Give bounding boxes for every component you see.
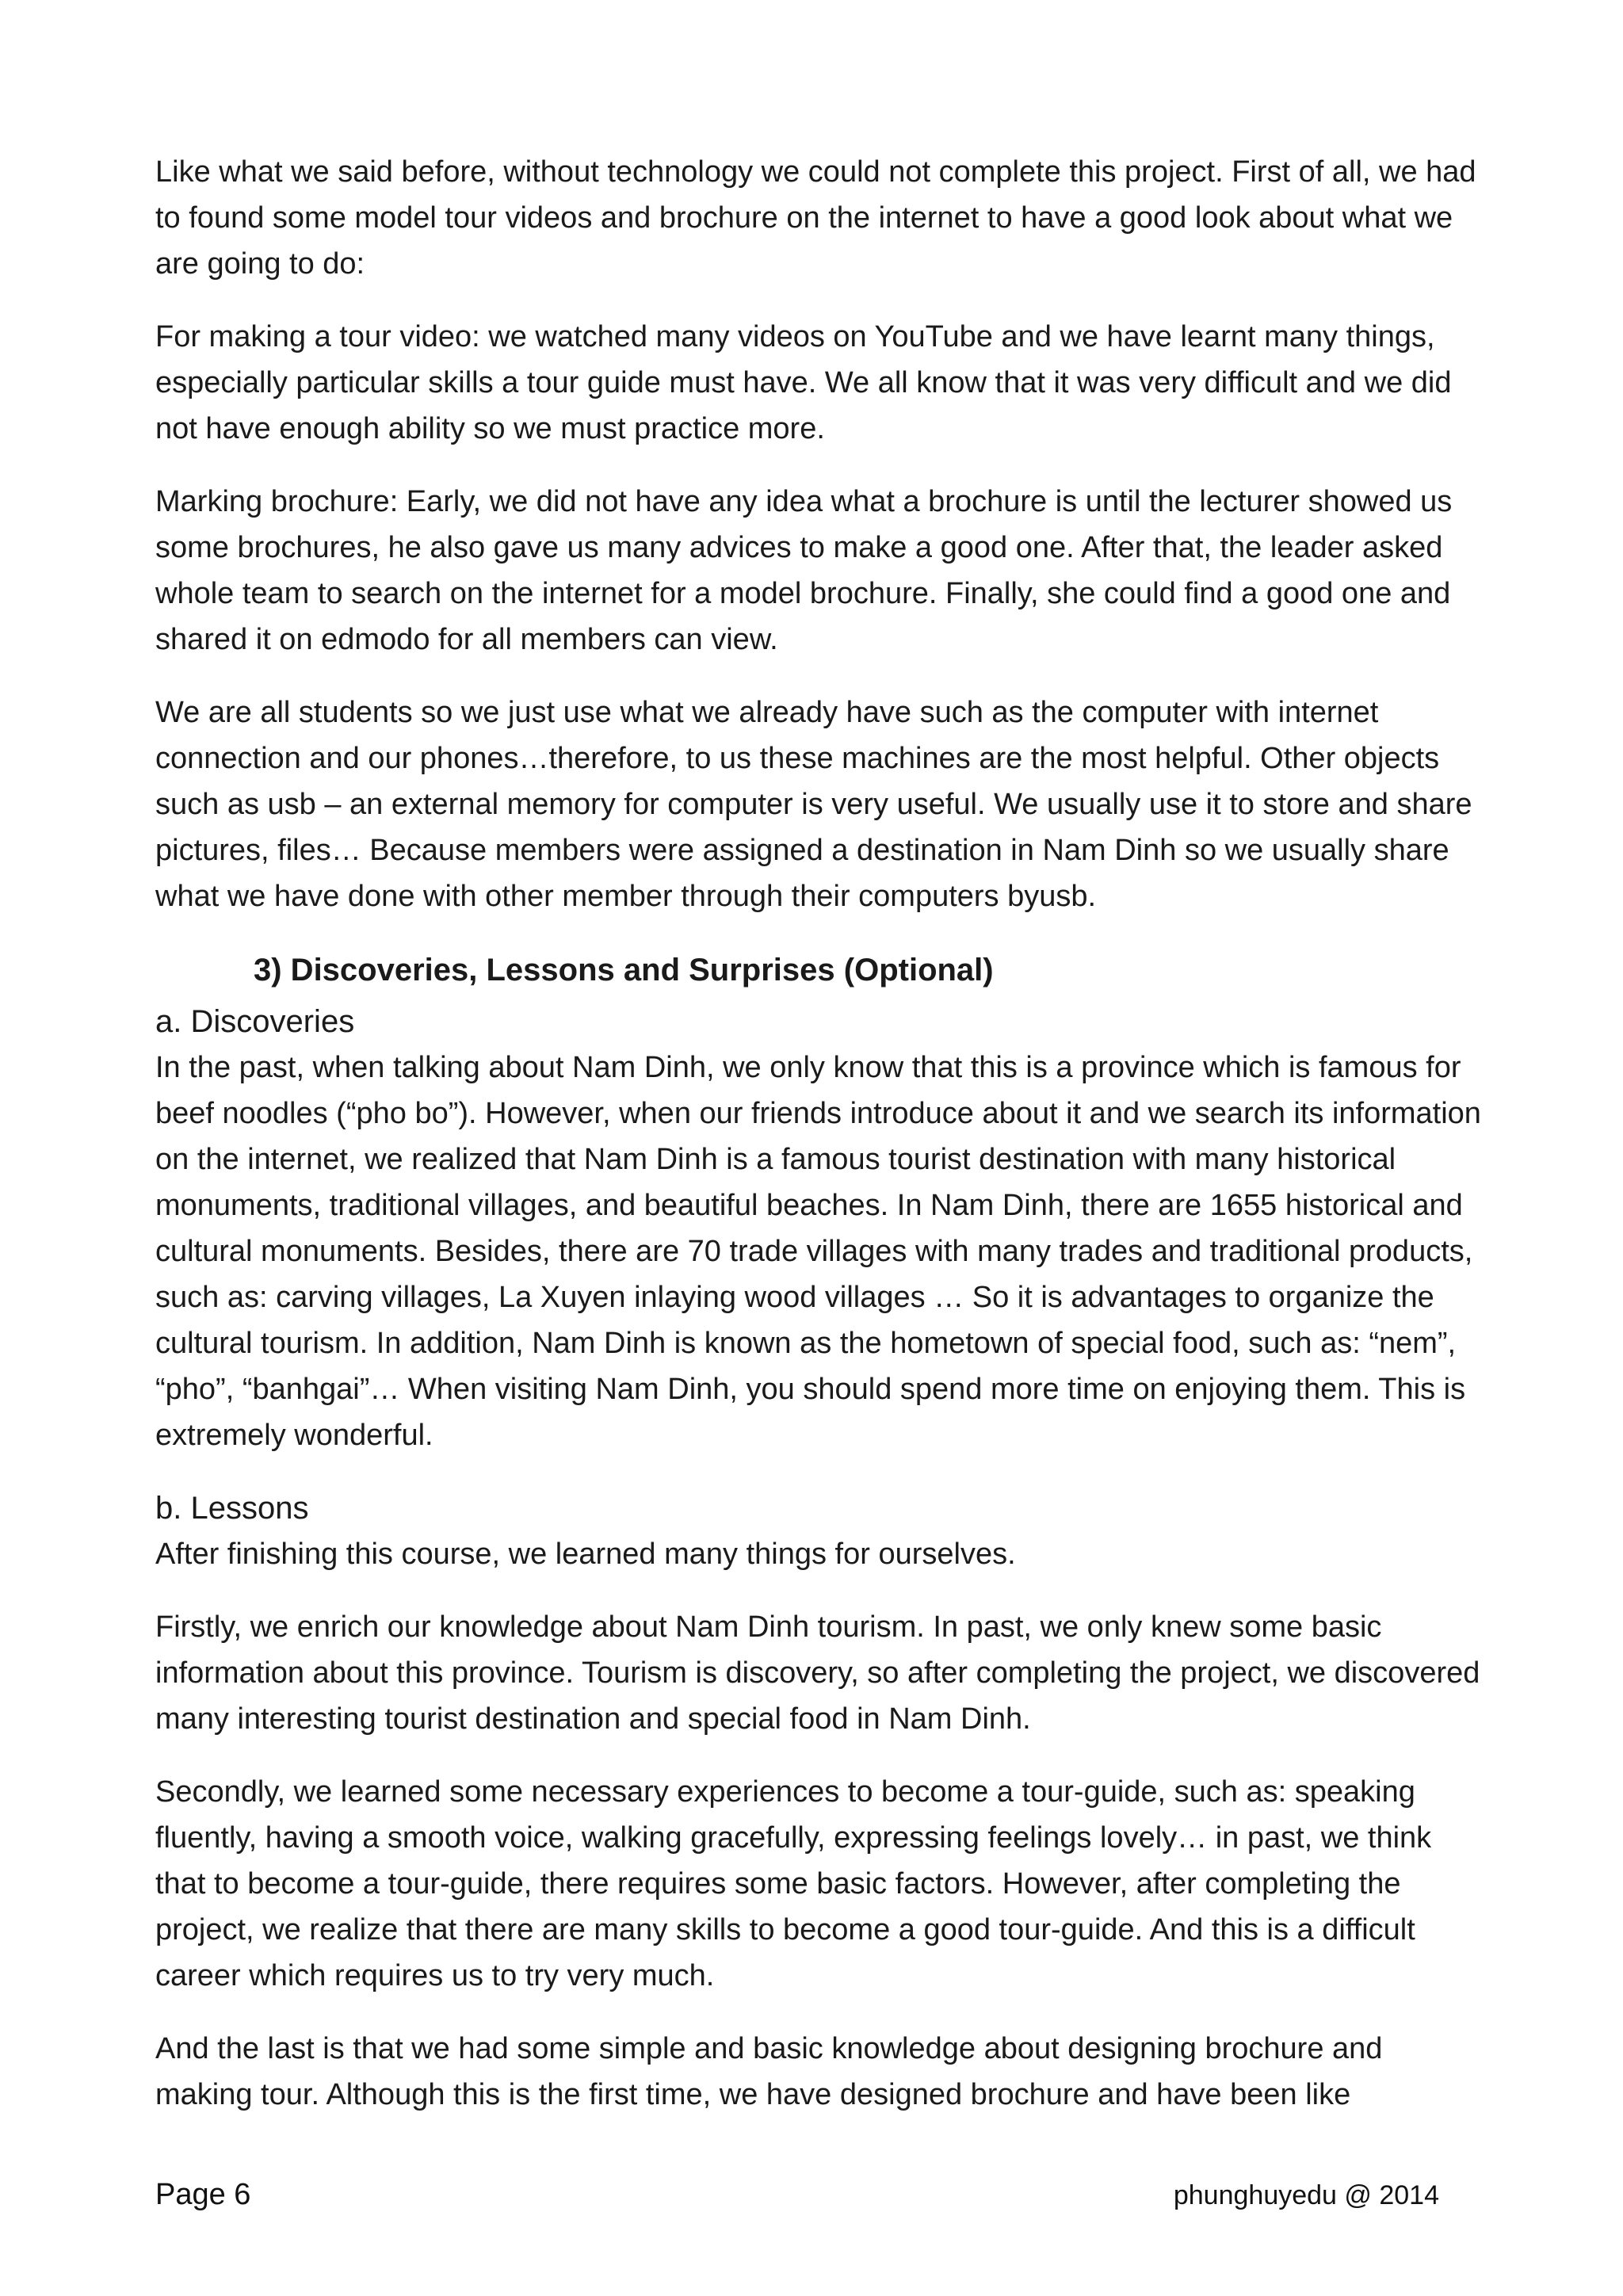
paragraph-technology-intro: Like what we said before, without technology we could not complete this project. First of all, we had to found some model tour videos and brochure on the internet to have a good look about what we are going to do: <box>155 155 1476 281</box>
paragraph-discoveries: In the past, when talking about Nam Dinh, we only know that this is a province which is famous for beef noodles (“pho bo”). However, when our friends introduce about it and we search its information on the internet, we realized that Nam Dinh is a famous tourist destination with many historical monuments, traditional villages, and beautiful beaches. In Nam Dinh, there are 1655 historical and cultural monuments. Besides, there are 70 trade villages with many trades and traditional products, such as: carving villages, La Xuyen inlaying wood villages … So it is advantages to organize the cultural tourism. In addition, Nam Dinh is known as the hometown of special food, such as: “nem”, “pho”, “banhgai”… When visiting Nam Dinh, you should spend more time on enjoying them. This is extremely wonderful. <box>155 1051 1481 1452</box>
paragraph-lessons-second: Secondly, we learned some necessary experiences to become a tour-guide, such as: speaking fluently, having a smooth voice, walking gracefully, expressing feelings lovely… in past, we think that to become a tour-guide, there requires some basic factors. However, after completing the project, we realize that there are many skills to become a good tour-guide. And this is a difficult career which requires us to try very much. <box>155 1775 1432 1992</box>
page-footer <box>155 2178 1439 2212</box>
paragraph-brochure: Marking brochure: Early, we did not have any idea what a brochure is until the lecturer showed us some brochures, he also gave us many advices to make a good one. After that, the leader asked whole team to search on the internet for a model brochure. Finally, she could find a good one and shared it on edmodo for all members can view. <box>155 485 1453 656</box>
page-body <box>155 149 1487 2118</box>
section-heading-discoveries: 3) Discoveries, Lessons and Surprises (Optional) <box>254 953 994 988</box>
page-number: Page 6 <box>155 2178 251 2211</box>
paragraph-lessons-first: Firstly, we enrich our knowledge about Nam Dinh tourism. In past, we only knew some basic information about this province. Tourism is discovery, so after completing the project, we discovered many interesting tourist destination and special food in Nam Dinh. <box>155 1610 1480 1736</box>
paragraph-lessons-intro: After finishing this course, we learned many things for ourselves. <box>155 1538 1016 1571</box>
paragraph-lessons-last: And the last is that we had some simple and basic knowledge about designing brochure and making tour. Although this is the first time, we have designed brochure and have been like <box>155 2032 1383 2111</box>
paragraph-tour-video: For making a tour video: we watched many videos on YouTube and we have learnt many things, especially particular skills a tour guide must have. We all know that it was very difficult and we did not have enough ability so we must practice more. <box>155 320 1452 445</box>
paragraph-equipment: We are all students so we just use what we already have such as the computer with internet connection and our phones…therefore, to us these machines are the most helpful. Other objects such as usb – an external memory for computer is very useful. We usually use it to store and share pictures, files… Because members were assigned a destination in Nam Dinh so we usually share what we have done with other member through their computers byusb. <box>155 696 1472 913</box>
subheading-lessons: b. Lessons <box>155 1491 309 1526</box>
footer-credit: phunghuyedu @ 2014 <box>1173 2180 1439 2210</box>
subheading-discoveries: a. Discoveries <box>155 1004 355 1039</box>
